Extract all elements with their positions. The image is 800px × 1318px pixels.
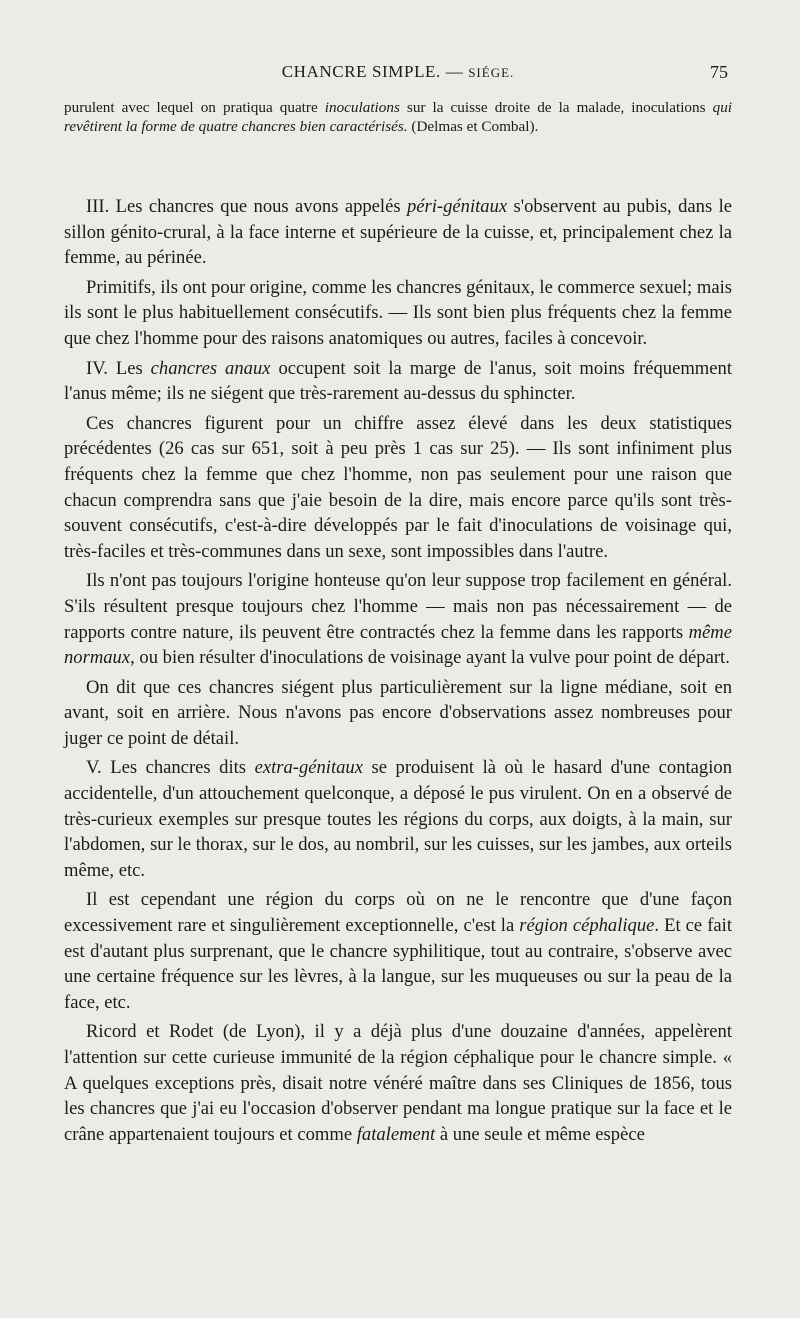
note-text-1: purulent avec lequel on pratiqua quatre (64, 99, 325, 116)
main-text (64, 194, 732, 1151)
p6-text: On dit que ces chancres siégent plus particulièrement sur la ligne médiane, soit en avant, soit en arrière. Nous n'avons pas encore d'observations assez nombreuses pour juger ce point de détail. (64, 676, 732, 749)
p3-italic: chancres anaux (150, 357, 271, 379)
paragraph-region-cephalique (64, 887, 732, 1015)
p9-text-2: à une seule et même espèce (435, 1123, 645, 1145)
p3-text-2: occupent soit la marge de l'anus, soit moins fréquemment l'anus même; ils ne siégent que très-rarement au-dessus du sphincter. (64, 357, 732, 405)
p1-italic: péri-génitaux (406, 196, 508, 217)
p4-text: Ces chancres figurent pour un chiffre assez élevé dans les deux statistiques précédentes (26 cas sur 651, soit à peu près 1 cas sur 25). — Ils sont infiniment plus fréquents chez la femme que chez l'homme, non pas seulement pour une raison que chacun comprendra sans que j'aie besoin de la dire, mais encore parce qu'ils sont très-souvent consécutifs, c'est-à-dire développés par le fait d'inoculations de voisinage qui, très-faciles et très-communes dans un sexe, sont impossibles dans l'autre. (64, 412, 732, 562)
p8-text-1: Il est cependant une région du corps où on ne le rencontre que d'une façon excessivement rare et singulièrement exceptionnelle, c'est la (64, 889, 732, 937)
note-italic-2: qui revêtirent la forme de quatre chancres bien caractérisés. (64, 99, 733, 135)
p7-text-1: V. Les chancres dits (86, 757, 255, 779)
p5-text-2: , ou bien résulter d'inoculations de voisinage ayant la vulve pour point de départ. (130, 647, 730, 669)
p9-italic: fatalement (356, 1123, 436, 1145)
paragraph-ligne-mediane (64, 675, 732, 752)
p8-text-2: . Et ce fait est d'autant plus surprenant, que le chancre syphilitique, tout au contraire, s'observe avec une certaine fréquence sur les lèvres, à la langue, sur les muqueuses ou sur la peau de la face, etc. (64, 915, 732, 1013)
running-head (64, 62, 732, 86)
note-text-3: (Delmas et Combal). (407, 118, 539, 135)
running-title-section: SIÉGE. (468, 65, 515, 80)
p8-italic: région céphalique (519, 915, 655, 937)
p3-text-1: IV. Les (86, 357, 151, 379)
note-italic-1: inoculations (324, 99, 400, 116)
paragraph-anaux (64, 356, 732, 407)
note-text-2: sur la cuisse droite de la malade, inoculations (399, 99, 713, 116)
p7-text-2: se produisent là où le hasard d'une contagion accidentelle, d'un attouchement quelconque, a déposé le pus virulent. On en a observé de très-curieux exemples sur presque toutes les régions du corps, aux doigts, à la main, sur l'abdomen, sur le thorax, sur le dos, au nombril, sur les cuisses, sur les jambes, aux orteils même, etc. (64, 757, 732, 881)
footnote-continuation (64, 98, 732, 136)
p1-text-2: s'observent au pubis, dans le sillon génito-crural, à la face interne et supérieure de la cuisse, et, principalement chez la femme, au périnée. (64, 196, 733, 269)
p1-text-1: III. Les chancres que nous avons appelés (86, 196, 407, 217)
paragraph-origine (64, 568, 732, 670)
running-title (64, 62, 732, 82)
paragraph-ricord-rodet (64, 1019, 732, 1147)
p2-text: Primitifs, ils ont pour origine, comme les chancres génitaux, le commerce sexuel; mais ils sont le plus habituellement consécutifs. — Ils sont bien plus fréquents chez la femme que chez l'homme pour des raisons anatomiques ou autres, faciles à concevoir. (64, 276, 732, 349)
p5-italic: même normaux (64, 621, 732, 669)
page-number: 75 (710, 62, 728, 82)
paragraph-peri-genitaux (64, 194, 732, 271)
paragraph-primitifs (64, 275, 732, 352)
p7-italic: extra-génitaux (254, 757, 363, 779)
running-title-main: CHANCRE SIMPLE. — (281, 62, 464, 81)
paragraph-extra-genitaux (64, 755, 732, 883)
paragraph-statistiques (64, 411, 732, 565)
p5-text-1: Ils n'ont pas toujours l'origine honteuse qu'on leur suppose trop facilement en général. S'ils résultent presque toujours chez l'homme — mais non pas nécessairement — de rapports contre nature, ils peuvent être contractés chez la femme dans les rapports (64, 570, 732, 643)
p9-text-1: Ricord et Rodet (de Lyon), il y a déjà plus d'une douzaine d'années, appelèrent l'attention sur cette curieuse immunité de la région céphalique pour le chancre simple. « A quelques exceptions près, disait notre vénéré maître dans ses Cliniques de 1856, tous les chancres que j'ai eu l'occasion d'observer pendant ma longue pratique sur la face et le crâne appartenaient toujours et comme (64, 1021, 732, 1145)
